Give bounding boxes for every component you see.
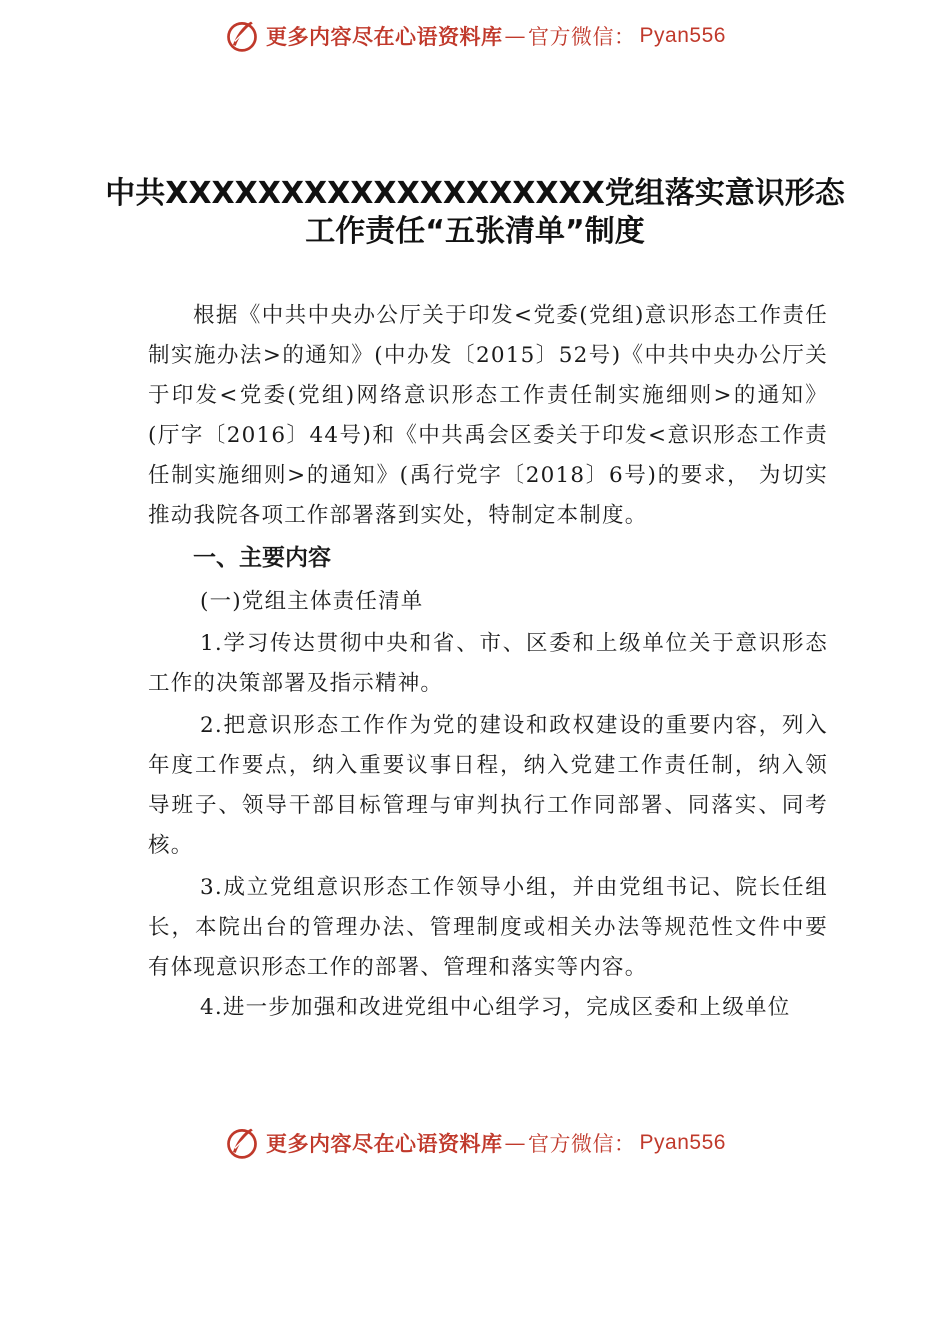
- list-item: 2.把意识形态工作作为党的建设和政权建设的重要内容，列入年度工作要点，纳入重要议事日程，纳入党建工作责任制，纳入领导班子、领导干部目标管理与审判执行工作同部署、同落实、同考核。: [148, 713, 828, 858]
- subsection-heading: (一)党组主体责任清单: [200, 589, 424, 614]
- list-item: 1.学习传达贯彻中央和省、市、区委和上级单位关于意识形态工作的决策部署及指示精神。: [148, 631, 828, 696]
- quill-pen-circle-icon: [224, 18, 260, 54]
- banner-separator: —: [504, 24, 527, 48]
- footer-watermark-banner: [0, 1123, 950, 1163]
- list-item: 4.进一步加强和改进党组中心组学习，完成区委和上级单位: [200, 995, 791, 1020]
- banner-main-text: 更多内容尽在心语资料库: [266, 1132, 503, 1156]
- quill-pen-circle-icon: [224, 1125, 260, 1161]
- intro-paragraph: 根据《中共中央办公厅关于印发<党委(党组)意识形态工作责任制实施办法>的通知》(中办发〔2015〕52号)《中共中央办公厅关于印发<党委(党组)网络意识形态工作责任制实施细则>的通知》(厅字〔2016〕44号)和《中共禹会区委关于印发<意识形态工作责任制实施细则>的通知》(禹行党字〔2018〕6号)的要求， 为切实推动我院各项工作部署落到实处，特制定本制度。: [148, 303, 828, 528]
- banner-wechat-label: 官方微信：: [528, 25, 636, 49]
- banner-main-text: 更多内容尽在心语资料库: [266, 25, 503, 49]
- section-heading: 一、主要内容: [193, 545, 331, 571]
- document-title-line-2: 工作责任“五张清单”制度: [305, 214, 645, 249]
- header-watermark-banner: [0, 16, 950, 56]
- banner-wechat-label: 官方微信：: [528, 1132, 636, 1156]
- banner-separator: —: [504, 1131, 527, 1155]
- banner-wechat-id: Pyan556: [639, 1131, 726, 1154]
- list-item: 3.成立党组意识形态工作领导小组，并由党组书记、院长任组长，本院出台的管理办法、管理制度或相关办法等规范性文件中要有体现意识形态工作的部署、管理和落实等内容。: [148, 875, 828, 980]
- document-title-line-1: 中共XXXXXXXXXXXXXXXXXXX党组落实意识形态: [105, 176, 845, 211]
- banner-wechat-id: Pyan556: [639, 24, 726, 47]
